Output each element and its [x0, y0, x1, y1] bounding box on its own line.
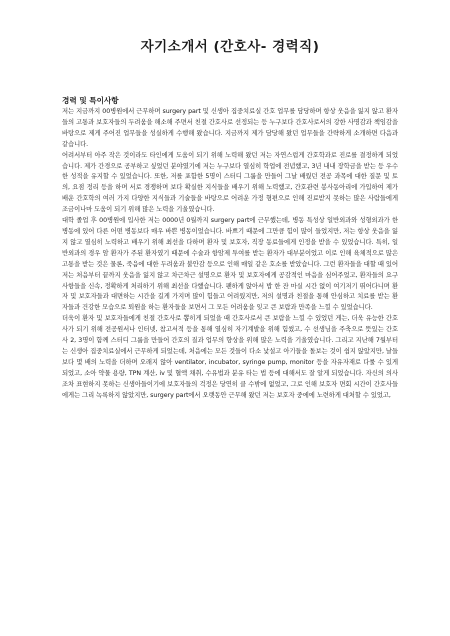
- section-heading: 경력 및 특이사항: [62, 96, 119, 105]
- paragraph: 대학 졸업 후 00병원에 입사한 저는 0000년 0월까지 surgery part에 근무했는데, 병동 특성상 일반외과와 성형외과가 한 병동에 있어 다른 어떤 병동보다 매우 바쁜 병동이었습니다. 바쁘기 때문에 그만큼 힘이 많이 들었지만, 저는 항상 웃음을 잃지 않고 열심히 노력하고 배우기 위해 최선을 다하며 환자 및 보호자, 직장 동료들에게 인정을 받을 수 있었습니다. 특히, 일반외과의 경우 암 환자가 주된 환자였기 때문에 수술과 항암제 투여를 받는 환자가 대부분이었고 이로 인해 육체적으로 많은 고통을 받는 것은 물론, 죽음에 대한 두려움과 불안감 등으로 인해 매일 같은 호소를 받았습니다. 그런 환자들을 대할 때 있어 저는 처음부터 끝까지 웃음을 잃지 않고 차근차근 설명으로 환자 및 보호자에게 공감적인 마음을 심어주었고, 환자들의 요구사항들을 신속, 정확하게 처리하기 위해 최선을 다했습니다. 팬하게 앉아서 밥 한 잔 마실 시간 없이 여기저기 뛰어다니며 환자 및 보호자들과 대면하는 시간을 길게 가지며 많이 힘들고 어려웠지만, 저의 설명과 친절을 통해 안심하고 치료를 받는 환자들과 건강한 모습으로 퇴원을 하는 환자들을 보면서 그 모든 어려움을 잊고 큰 보람과 만족을 느낄 수 있었습니다.: [62, 217, 398, 312]
- paragraph: 저는 지금까지 00병원에서 근무하며 surgery part 및 신생아 집중치료실 간호 업무를 담당하며 항상 웃음을 잃지 않고 환자들의 고통과 보호자들의 두려움을 해소해 주면서 친절 간호사로 선정되는 등 누구보다 간호사로서의 강한 사명감과 책임감을 바탕으로 제게 주어진 업무들을 성실하게 수행해 왔습니다. 지금까지 제가 담당해 왔던 업무들을 간략하게 소개하면 다음과 같습니다.: [62, 108, 398, 148]
- body-text: [62, 107, 398, 401]
- document-title: 자기소개서 (간호사- 경력직): [140, 39, 320, 55]
- paragraph: 어려서부터 아주 작은 것이라도 타인에게 도움이 되기 위해 노력해 왔던 저는 자연스럽게 간호학과로 진로를 결정하게 되었습니다. 제가 간경으로 공부하고 싶었던 분야였기에 저는 누구보다 열심히 학업에 전념했고, 3년 내내 장학금을 받는 등 우수한 성적을 유지할 수 있었습니다. 또한, 저를 포함한 5명이 스터디 그룹을 만들어 그날 배웠던 전공 과목에 대한 질문 및 토의, 요점 정리 등을 하며 서로 경쟁하며 보다 확실한 지식들을 배우기 위해 노력했고, 간호관련 봉사동아리에 가입하여 제가 배운 간호학의 여러 가지 다양한 지식들과 기술들을 바탕으로 어려운 가정 형편으로 인해 진료받지 못하는 많은 사람들에게 조금이나마 도움이 되기 위해 많은 노력을 기울였습니다.: [62, 151, 398, 214]
- paragraph: 더욱이 환자 및 보호자들에게 친절 간호사로 뽑히게 되었을 때 간호사로서 큰 보람을 느낄 수 있었던 게는, 더욱 유능한 간호사가 되기 위해 전공원서나 인터넷, 참고서적 등을 통해 열심히 자기계발을 위해 힘썼고, 수 선생님을 주축으로 뜻있는 간호사 2, 3명이 함께 스터디 그룹을 만들어 간호의 질과 업무의 향상을 위해 많은 노력을 기울였습니다. 그리고 지난해 7월부터는 신생아 집중치료실에서 근무하게 되었는데, 처음에는 모든 것들이 다소 낯설고 아기들을 돌보는 것이 쉽지 않았지만, 날들보다 몇 배의 노력을 더하며 오래지 않아 ventilator, incubator, syringe pump, monitor 등을 자유자재로 다룰 수 있게 되었고, 소아 약물 용량, TPN 계산, iv 및 혈액 채취, 수유법과 분유 타는 법 등에 대해서도 잘 알게 되었습니다. 자신의 의사조차 표현하지 못하는 신생아들이기에 보호자들의 걱정은 당연히 클 수밖에 없었고, 그로 인해 보호자 면회 시간이 간호사들에게는 그리 녹록하지 않았지만, surgery part에서 오랫동안 근무해 왔던 저는 보호자 중에에 노련하게 대처할 수 있었고,: [62, 315, 398, 399]
